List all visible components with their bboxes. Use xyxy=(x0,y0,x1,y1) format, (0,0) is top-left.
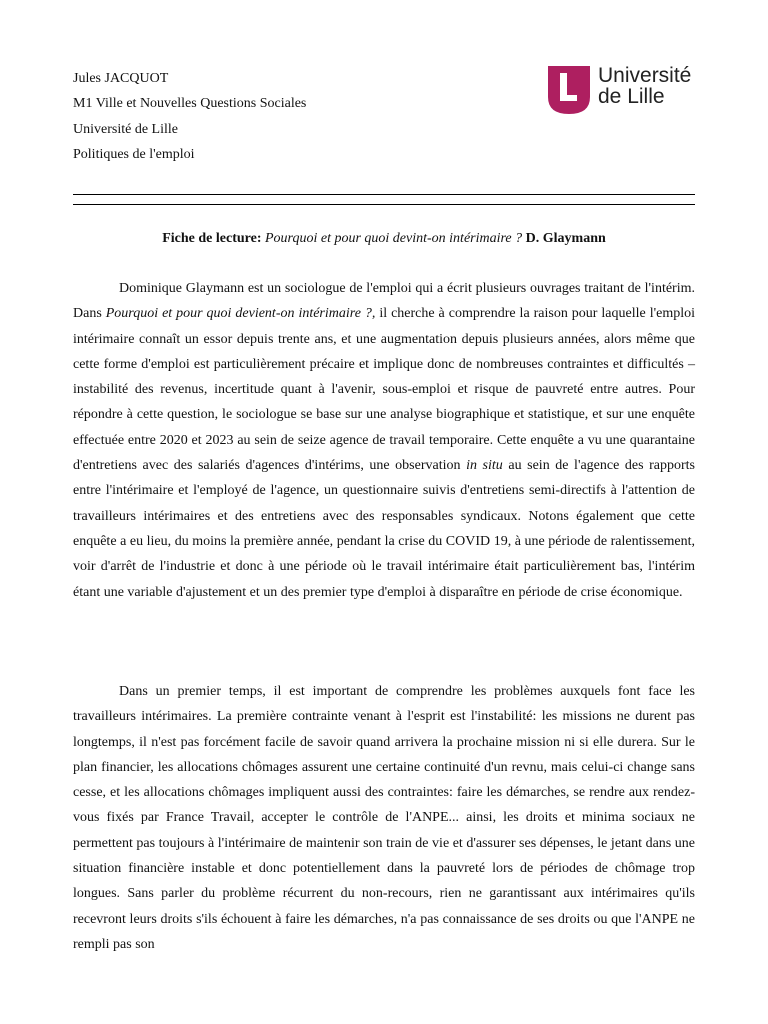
author-name: Jules JACQUOT xyxy=(73,71,169,86)
document-header xyxy=(73,66,306,167)
university-logo-text xyxy=(598,65,691,107)
title-author: D. Glaymann xyxy=(525,231,606,246)
logo-line-1: Université xyxy=(598,64,692,87)
body-paragraph-1 xyxy=(73,276,695,605)
paragraph-1-italic-1: Pourquoi et pour quoi devient-on intérimaire ?, xyxy=(105,306,376,322)
program-name: M1 Ville et Nouvelles Questions Sociales xyxy=(73,96,307,112)
header-divider-top xyxy=(73,194,695,195)
paragraph-1-italic-2: in situ xyxy=(466,458,503,474)
body-paragraph-2 xyxy=(73,679,695,957)
header-divider-bottom xyxy=(73,204,695,205)
title-book: Pourquoi et pour quoi devint-on intérimaire ? xyxy=(264,231,523,246)
university-name: Université de Lille xyxy=(73,121,178,137)
paragraph-1-text-2: il cherche à comprendre la raison pour laquelle l'emploi intérimaire connaît un essor depuis trente ans, et une augmentation depuis plusieurs années, alors même que cette forme d'emploi est particulièrement précaire et implique donc de nombreuses contraintes et difficultés – instabilité des revenus, incertitude quant à l'avenir, sous-emploi et risque de pauvreté entre autres. Pour répondre à cette question, le sociologue se base sur une analyse biographique et statistique, et sur une enquête effectuée entre 2020 et 2023 au sein de seize agence de travail temporaire. Cette enquête a vu une quarantaine d'entretiens avec des salariés d'agences d'intérims, une observation xyxy=(73,306,695,474)
university-logo xyxy=(548,66,691,114)
course-name: Politiques de l'emploi xyxy=(73,146,195,162)
paragraph-1-text-1: Dominique Glaymann est un sociologue de l'emploi qui a écrit plusieurs ouvrages traitant de l'intérim. Dans xyxy=(73,281,695,322)
paragraph-1-text-3: au sein de l'agence des rapports entre l'intérimaire et l'employé de l'agence, un questionnaire suivis d'entretiens semi-directifs à l'attention de travailleurs intérimaires et des entretiens avec des responsables syndicaux. Notons également que cette enquête a eu lieu, du moins la première année, pendant la crise du COVID 19, à une période de ralentissement, voir d'arrêt de l'industrie et donc à une période où le travail intérimaire était particulièrement bas, l'intérim étant une variable d'ajustement et un des premier type d'emploi à disparaître en période de crise économique. xyxy=(73,458,695,600)
paragraph-2-text-1: Dans un premier temps, il est important de comprendre les problèmes auxquels font face les travailleurs intérimaires. La première contrainte venant à l'esprit est l'instabilité: les missions ne durent pas longtemps, il n'est pas forcément facile de savoir quand arrivera la prochaine mission ni si elle durera. Sur le plan financier, les allocations chômages assurent une certaine continuité d'un revnu, mais celui-ci change sans cesse, et les allocations chômages impliquent aussi des contraintes: faire les démarches, se rendre aux rendez-vous fixés par France Travail, accepter le contrôle de l'ANPE... ainsi, les droits et minima sociaux ne permettent pas toujours à l'intérimaire de maintenir son train de vie et d'assurer ses dépenses, le jetant dans une situation financière instable et donc potentiellement dans la pauvreté lors de périodes de chômage trop longues. Sans parler du problème récurrent du non-recours, rien ne garantissant aux intérimaires qu'ils recevront leurs droits s'ils échouent à faire les démarches, n'a pas connaissance de ses droits ou que l'ANPE ne rempli pas son xyxy=(73,684,695,952)
university-logo-icon xyxy=(548,66,590,114)
document-title xyxy=(73,229,695,249)
title-prefix: Fiche de lecture: xyxy=(162,231,262,246)
logo-line-2: de Lille xyxy=(598,85,665,108)
